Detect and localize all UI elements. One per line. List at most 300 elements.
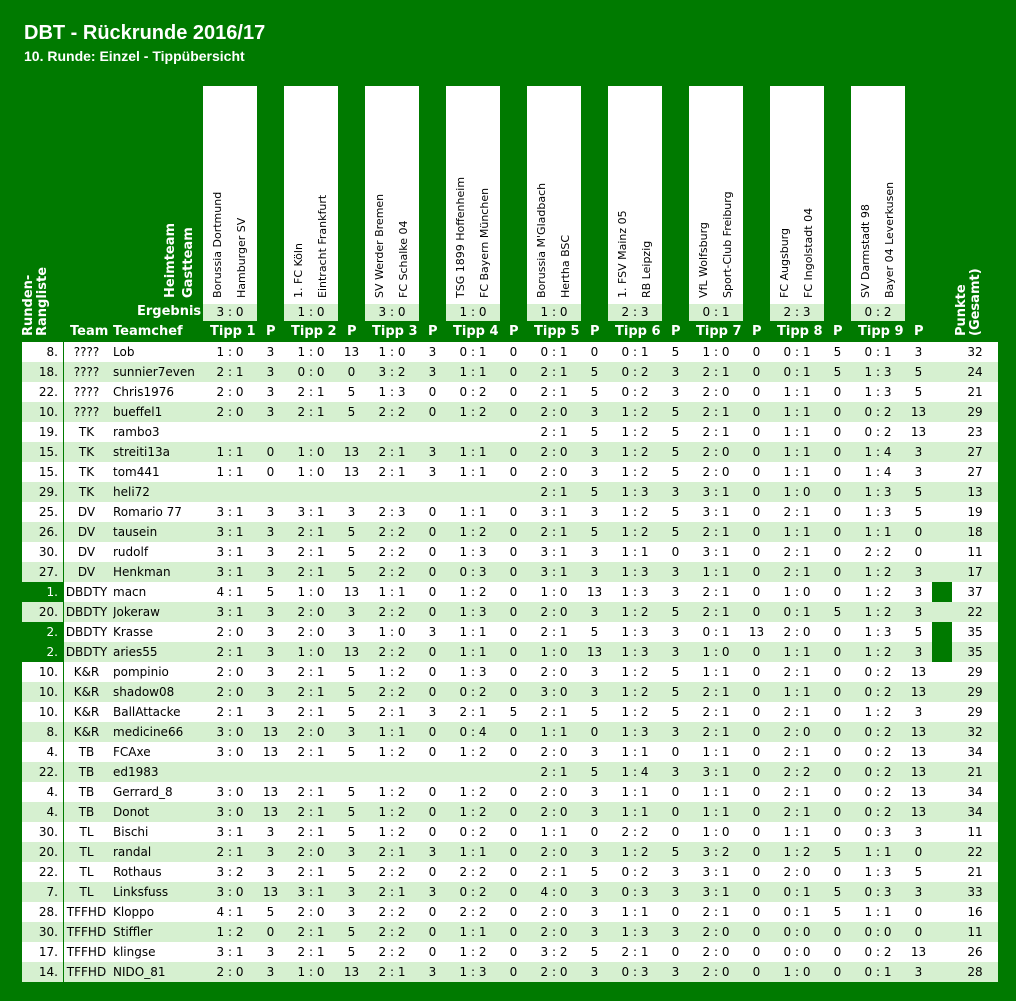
tipp-cell: 3 : 1 xyxy=(216,545,244,559)
tipp-cell: 1 : 2 xyxy=(378,785,406,799)
points-cell: 0 xyxy=(752,485,761,499)
tipp-cell: 2 : 0 xyxy=(540,605,568,619)
points-cell: 5 xyxy=(266,905,275,919)
points-cell: 0 xyxy=(752,965,761,979)
team-cell: TL xyxy=(79,865,94,879)
tipp-cell: 2 : 1 xyxy=(702,585,730,599)
total-gap-bg xyxy=(932,402,952,422)
tipp-cell: 2 : 0 xyxy=(540,805,568,819)
points-cell: 0 xyxy=(833,825,842,839)
tipp-cell: 0 : 3 xyxy=(459,565,487,579)
gastteam-label: Gastteam xyxy=(181,227,196,298)
tipp-cell: 1 : 3 xyxy=(621,645,649,659)
tipp-cell: 2 : 2 xyxy=(378,605,406,619)
points-cell: 3 xyxy=(266,645,275,659)
rangliste-label xyxy=(22,267,50,336)
points-cell xyxy=(500,762,527,782)
points-cell: 0 xyxy=(509,365,518,379)
tipp-cell: 1 : 1 xyxy=(702,785,730,799)
tipp-cell: 2 : 0 xyxy=(216,385,244,399)
tipp-cell: 2 : 1 xyxy=(297,705,325,719)
points-cell: 0 xyxy=(509,565,518,579)
points-cell: 3 xyxy=(347,725,356,739)
tipp-cell: 1 : 3 xyxy=(621,585,649,599)
rank-cell: 10. xyxy=(38,405,58,419)
total-points-cell: 29 xyxy=(967,665,983,679)
tipp-cell: 0 : 2 xyxy=(864,425,892,439)
punkte-label-line2: (Gesamt) xyxy=(968,268,983,336)
points-column-header: P xyxy=(671,324,681,339)
points-cell xyxy=(257,422,284,442)
points-cell xyxy=(500,422,527,442)
points-cell: 0 xyxy=(914,905,923,919)
points-cell: 3 xyxy=(428,445,437,459)
match-result: 1 : 0 xyxy=(527,304,581,321)
tipp-cell: 1 : 0 xyxy=(783,485,811,499)
tipp-cell: 2 : 0 xyxy=(702,925,730,939)
points-cell: 0 xyxy=(752,805,761,819)
tipp-cell: 2 : 2 xyxy=(378,945,406,959)
punkte-label-line1: Punkte xyxy=(954,284,969,336)
tipp-cell: 2 : 1 xyxy=(540,705,568,719)
team-cell: K&R xyxy=(73,685,100,699)
total-points-cell: 29 xyxy=(967,405,983,419)
points-cell xyxy=(338,422,365,442)
total-points-cell: 17 xyxy=(967,565,983,579)
points-cell: 0 xyxy=(833,665,842,679)
tipp-cell: 1 : 1 xyxy=(459,925,487,939)
points-cell: 3 xyxy=(428,965,437,979)
tipp-cell: 0 : 1 xyxy=(864,345,892,359)
points-cell: 3 xyxy=(347,905,356,919)
tipp-cell: 2 : 1 xyxy=(297,745,325,759)
points-cell: 5 xyxy=(671,425,680,439)
rank-cell: 17. xyxy=(38,945,58,959)
away-team-name: FC Bayern München xyxy=(478,187,491,298)
points-cell: 13 xyxy=(262,885,279,899)
tipp-cell: 1 : 1 xyxy=(459,505,487,519)
total-gap-bg xyxy=(932,442,952,462)
points-cell: 3 xyxy=(914,345,923,359)
points-cell: 0 xyxy=(509,505,518,519)
tipp-cell: 4 : 0 xyxy=(540,885,568,899)
total-gap-bg xyxy=(932,362,952,382)
points-cell: 0 xyxy=(509,865,518,879)
tipp-column-header: Tipp 6 xyxy=(615,324,661,339)
tipp-cell: 2 : 1 xyxy=(783,505,811,519)
tipp-cell: 2 : 2 xyxy=(378,905,406,919)
tipp-column-header: Tipp 5 xyxy=(534,324,580,339)
team-cell: TB xyxy=(78,745,95,759)
points-cell: 13 xyxy=(343,965,360,979)
tipp-cell: 2 : 2 xyxy=(378,685,406,699)
tipp-cell: 1 : 3 xyxy=(459,605,487,619)
points-cell: 13 xyxy=(262,725,279,739)
points-cell: 0 xyxy=(752,645,761,659)
points-cell: 0 xyxy=(833,765,842,779)
tipp-cell: 1 : 2 xyxy=(621,705,649,719)
teamchef-cell: Krasse xyxy=(113,625,154,639)
tipp-cell: 0 : 2 xyxy=(864,765,892,779)
points-cell: 0 xyxy=(509,545,518,559)
tipp-cell: 2 : 0 xyxy=(297,725,325,739)
total-points-cell: 23 xyxy=(967,425,983,439)
away-team-name: Hertha BSC xyxy=(559,234,572,298)
tipp-cell: 0 : 2 xyxy=(459,685,487,699)
points-cell: 13 xyxy=(343,465,360,479)
tipp-cell: 1 : 2 xyxy=(621,405,649,419)
tipp-cell: 2 : 0 xyxy=(216,685,244,699)
points-cell: 5 xyxy=(590,625,599,639)
points-column-header: P xyxy=(590,324,600,339)
tipp-cell: 2 : 0 xyxy=(540,905,568,919)
points-cell xyxy=(419,422,446,442)
points-cell: 0 xyxy=(509,645,518,659)
tipp-cell: 2 : 1 xyxy=(540,765,568,779)
total-gap-bg xyxy=(932,882,952,902)
home-team-name: 1. FSV Mainz 05 xyxy=(616,210,629,298)
team-cell: DBDTY xyxy=(65,605,108,619)
total-points-cell: 11 xyxy=(967,825,983,839)
points-cell: 0 xyxy=(833,585,842,599)
tipp-cell: 1 : 1 xyxy=(864,905,892,919)
tipp-cell: 0 : 2 xyxy=(459,385,487,399)
rank-cell: 29. xyxy=(38,485,58,499)
tipp-cell: 1 : 4 xyxy=(864,465,892,479)
tipp-cell: 1 : 1 xyxy=(540,825,568,839)
tipp-cell: 3 : 1 xyxy=(702,545,730,559)
points-cell: 3 xyxy=(671,585,680,599)
tipp-column-header: Tipp 7 xyxy=(696,324,742,339)
total-gap-bg xyxy=(932,842,952,862)
tipp-cell: 1 : 3 xyxy=(459,545,487,559)
tipp-cell: 0 : 2 xyxy=(621,365,649,379)
rangliste-label-line1: Runden- xyxy=(21,274,36,336)
points-cell: 3 xyxy=(266,385,275,399)
points-cell: 0 xyxy=(752,825,761,839)
points-cell: 0 xyxy=(914,525,923,539)
tipp-cell: 2 : 0 xyxy=(216,965,244,979)
tipp-cell: 0 : 3 xyxy=(864,885,892,899)
points-cell: 3 xyxy=(266,405,275,419)
team-cell: TFFHD xyxy=(66,965,107,979)
teamchef-cell: Romario 77 xyxy=(113,505,182,519)
home-team-name: SV Werder Bremen xyxy=(373,193,386,298)
tipp-cell: 1 : 2 xyxy=(459,785,487,799)
tipp-cell: 3 : 0 xyxy=(216,745,244,759)
tipp-cell: 2 : 1 xyxy=(783,545,811,559)
points-cell: 0 xyxy=(833,385,842,399)
tipp-cell: 1 : 1 xyxy=(378,585,406,599)
tipp-cell: 1 : 3 xyxy=(621,485,649,499)
points-cell: 3 xyxy=(671,385,680,399)
points-cell: 0 xyxy=(833,685,842,699)
points-cell: 3 xyxy=(266,825,275,839)
tipp-cell: 2 : 0 xyxy=(297,845,325,859)
rank-cell: 2. xyxy=(46,625,58,639)
tipp-cell: 1 : 1 xyxy=(540,725,568,739)
points-cell: 3 xyxy=(671,965,680,979)
points-cell: 0 xyxy=(509,525,518,539)
points-cell: 0 xyxy=(266,445,275,459)
tipp-cell: 1 : 1 xyxy=(459,845,487,859)
tipp-cell: 3 : 1 xyxy=(216,505,244,519)
tipp-cell xyxy=(446,482,500,502)
teamchef-cell: tausein xyxy=(113,525,158,539)
points-column-header: P xyxy=(509,324,519,339)
points-cell: 5 xyxy=(833,845,842,859)
points-column-header: P xyxy=(914,324,924,339)
points-cell: 0 xyxy=(509,625,518,639)
points-cell: 0 xyxy=(590,725,599,739)
total-gap-bg xyxy=(932,702,952,722)
points-cell: 5 xyxy=(347,685,356,699)
tipp-cell: 1 : 2 xyxy=(621,605,649,619)
points-cell: 13 xyxy=(586,585,603,599)
points-cell: 0 xyxy=(428,685,437,699)
points-cell: 3 xyxy=(671,645,680,659)
total-points-cell: 35 xyxy=(967,645,983,659)
points-cell: 5 xyxy=(590,765,599,779)
tipp-cell: 3 : 1 xyxy=(216,565,244,579)
points-cell: 13 xyxy=(910,785,927,799)
rank-cell: 30. xyxy=(38,545,58,559)
tipp-cell: 2 : 2 xyxy=(459,905,487,919)
tipp-cell: 1 : 1 xyxy=(459,365,487,379)
tipp-cell: 1 : 0 xyxy=(702,825,730,839)
points-cell: 0 xyxy=(752,445,761,459)
tipp-cell xyxy=(203,422,257,442)
tipp-cell: 1 : 0 xyxy=(540,585,568,599)
points-cell: 3 xyxy=(590,405,599,419)
team-cell: TB xyxy=(78,805,95,819)
tipp-cell: 1 : 0 xyxy=(297,585,325,599)
tipp-cell: 2 : 1 xyxy=(297,785,325,799)
points-cell: 3 xyxy=(671,725,680,739)
points-cell: 0 xyxy=(266,925,275,939)
team-cell: K&R xyxy=(73,705,100,719)
tipp-cell: 2 : 0 xyxy=(783,865,811,879)
points-cell: 0 xyxy=(428,605,437,619)
tipp-cell xyxy=(365,422,419,442)
points-cell: 3 xyxy=(590,605,599,619)
total-gap-bg xyxy=(932,562,952,582)
points-cell: 0 xyxy=(833,945,842,959)
tipp-cell: 1 : 2 xyxy=(459,945,487,959)
points-cell: 3 xyxy=(671,925,680,939)
match-result: 0 : 2 xyxy=(851,304,905,321)
teamchef-cell: macn xyxy=(113,585,147,599)
points-cell: 5 xyxy=(590,945,599,959)
away-team-name: Sport-Club Freiburg xyxy=(721,191,734,298)
points-cell: 3 xyxy=(347,505,356,519)
points-cell: 13 xyxy=(343,445,360,459)
points-cell: 0 xyxy=(509,885,518,899)
tipp-cell: 0 : 1 xyxy=(459,345,487,359)
points-cell: 3 xyxy=(266,625,275,639)
tipp-cell: 0 : 1 xyxy=(783,365,811,379)
team-cell: ???? xyxy=(73,365,100,379)
points-cell: 3 xyxy=(914,965,923,979)
points-cell: 0 xyxy=(752,505,761,519)
tipp-cell: 1 : 3 xyxy=(378,385,406,399)
total-points-cell: 28 xyxy=(967,965,983,979)
team-cell: DV xyxy=(77,565,96,579)
points-cell: 0 xyxy=(752,705,761,719)
points-cell: 5 xyxy=(914,625,923,639)
tipp-cell: 2 : 1 xyxy=(297,685,325,699)
teamchef-cell: shadow08 xyxy=(113,685,175,699)
points-cell: 3 xyxy=(590,885,599,899)
tipp-cell: 2 : 1 xyxy=(297,945,325,959)
points-cell: 3 xyxy=(266,845,275,859)
home-team-name: VfL Wolfsburg xyxy=(697,222,710,298)
points-cell: 0 xyxy=(833,865,842,879)
points-cell: 3 xyxy=(590,925,599,939)
tipp-cell: 1 : 0 xyxy=(783,585,811,599)
points-cell: 0 xyxy=(833,785,842,799)
total-gap-bg xyxy=(932,542,952,562)
points-cell xyxy=(257,482,284,502)
points-cell: 0 xyxy=(509,785,518,799)
tipp-cell: 2 : 1 xyxy=(783,565,811,579)
points-cell: 0 xyxy=(752,865,761,879)
total-points-cell: 19 xyxy=(967,505,983,519)
tipp-cell: 2 : 0 xyxy=(540,845,568,859)
page-subtitle: 10. Runde: Einzel - Tippübersicht xyxy=(24,48,245,64)
teamchef-cell: ed1983 xyxy=(113,765,159,779)
points-cell: 0 xyxy=(428,545,437,559)
points-cell: 3 xyxy=(428,705,437,719)
tipp-cell: 3 : 0 xyxy=(540,685,568,699)
rank-cell: 19. xyxy=(38,425,58,439)
teamchef-cell: randal xyxy=(113,845,152,859)
points-cell: 3 xyxy=(428,625,437,639)
points-cell xyxy=(338,762,365,782)
tipp-cell: 1 : 2 xyxy=(783,845,811,859)
tipp-cell: 1 : 1 xyxy=(621,745,649,759)
tipp-cell: 2 : 0 xyxy=(216,625,244,639)
team-cell: ???? xyxy=(73,405,100,419)
tipp-cell: 1 : 1 xyxy=(864,845,892,859)
points-cell: 13 xyxy=(910,745,927,759)
tipp-cell: 1 : 0 xyxy=(702,345,730,359)
tipp-cell: 1 : 2 xyxy=(459,745,487,759)
points-cell xyxy=(419,762,446,782)
points-cell: 3 xyxy=(266,525,275,539)
tipp-cell: 1 : 3 xyxy=(864,385,892,399)
tipp-cell: 2 : 0 xyxy=(702,945,730,959)
teamchef-cell: Linksfuss xyxy=(113,885,169,899)
tipp-cell: 1 : 3 xyxy=(864,365,892,379)
points-cell: 3 xyxy=(428,885,437,899)
points-cell: 0 xyxy=(509,665,518,679)
points-cell: 5 xyxy=(590,485,599,499)
points-cell: 0 xyxy=(509,845,518,859)
points-cell: 0 xyxy=(509,725,518,739)
points-cell: 0 xyxy=(509,345,518,359)
points-cell: 5 xyxy=(671,505,680,519)
rank-cell: 1. xyxy=(46,585,58,599)
tipp-cell: 1 : 1 xyxy=(459,625,487,639)
points-cell: 5 xyxy=(347,925,356,939)
points-cell: 0 xyxy=(752,345,761,359)
team-cell: TK xyxy=(78,425,95,439)
team-cell: DV xyxy=(77,505,96,519)
tipp-cell: 0 : 0 xyxy=(297,365,325,379)
tipp-cell: 0 : 4 xyxy=(459,725,487,739)
points-cell: 3 xyxy=(671,565,680,579)
tipp-cell: 2 : 1 xyxy=(378,965,406,979)
points-cell: 0 xyxy=(752,765,761,779)
total-points-cell: 22 xyxy=(967,845,983,859)
teamchef-cell: tom441 xyxy=(113,465,160,479)
points-cell: 0 xyxy=(509,405,518,419)
points-cell: 0 xyxy=(833,725,842,739)
points-cell: 0 xyxy=(671,785,680,799)
tipp-cell: 2 : 0 xyxy=(540,445,568,459)
tipp-cell: 1 : 2 xyxy=(864,645,892,659)
total-gap-bg xyxy=(932,422,952,442)
tipp-cell: 0 : 2 xyxy=(864,785,892,799)
teamchef-cell: rudolf xyxy=(113,545,149,559)
points-cell: 5 xyxy=(833,365,842,379)
points-column-header: P xyxy=(347,324,357,339)
points-cell: 3 xyxy=(590,805,599,819)
points-cell: 0 xyxy=(509,685,518,699)
teamchef-cell: rambo3 xyxy=(113,425,160,439)
points-cell: 13 xyxy=(910,725,927,739)
rangliste-label-line2: Rangliste xyxy=(35,266,50,336)
tipp-cell: 3 : 1 xyxy=(216,605,244,619)
tipp-cell: 2 : 1 xyxy=(783,665,811,679)
points-cell: 5 xyxy=(671,705,680,719)
tipp-cell: 1 : 1 xyxy=(783,405,811,419)
tipp-cell xyxy=(203,762,257,782)
away-team-name: FC Schalke 04 xyxy=(397,220,410,298)
tipp-cell: 2 : 0 xyxy=(540,965,568,979)
points-cell: 3 xyxy=(914,605,923,619)
points-cell: 0 xyxy=(428,405,437,419)
team-cell: TFFHD xyxy=(66,945,107,959)
tipp-cell: 0 : 3 xyxy=(864,825,892,839)
points-cell: 13 xyxy=(910,945,927,959)
total-points-cell: 13 xyxy=(967,485,983,499)
points-cell: 0 xyxy=(509,605,518,619)
tipp-cell: 1 : 0 xyxy=(378,345,406,359)
team-cell: K&R xyxy=(73,665,100,679)
away-team-name: Hamburger SV xyxy=(235,217,248,298)
tipp-cell: 1 : 1 xyxy=(459,645,487,659)
points-cell: 5 xyxy=(347,865,356,879)
match-result: 0 : 1 xyxy=(689,304,743,321)
rank-cell: 10. xyxy=(38,705,58,719)
points-cell: 5 xyxy=(671,685,680,699)
points-cell: 0 xyxy=(428,805,437,819)
points-cell: 3 xyxy=(347,845,356,859)
total-points-cell: 27 xyxy=(967,445,983,459)
points-column-header: P xyxy=(752,324,762,339)
points-cell: 3 xyxy=(266,605,275,619)
points-cell: 0 xyxy=(671,825,680,839)
points-cell: 0 xyxy=(833,705,842,719)
points-cell: 3 xyxy=(590,785,599,799)
points-cell: 0 xyxy=(833,425,842,439)
points-cell: 5 xyxy=(671,525,680,539)
tipp-cell: 2 : 2 xyxy=(378,525,406,539)
points-cell: 0 xyxy=(752,585,761,599)
teamchef-cell: Bischi xyxy=(113,825,149,839)
